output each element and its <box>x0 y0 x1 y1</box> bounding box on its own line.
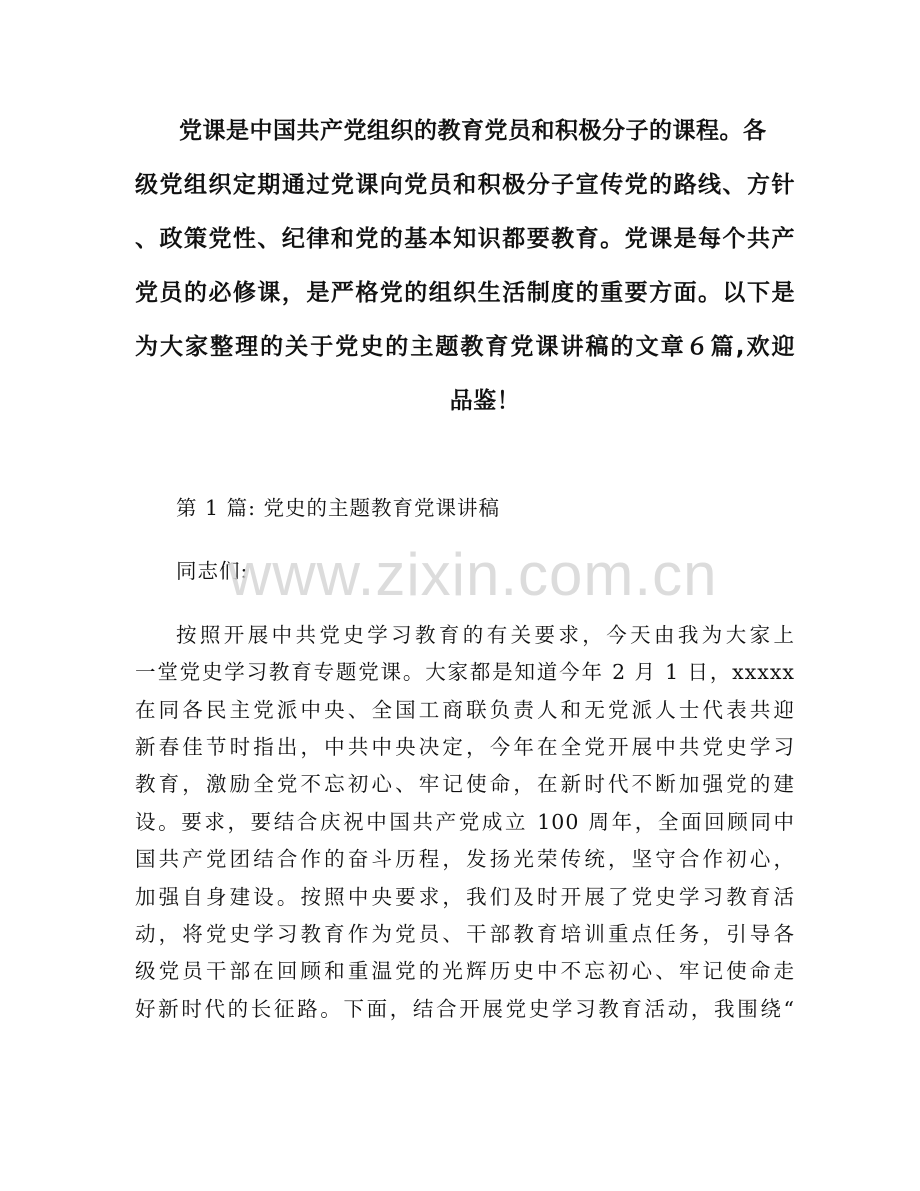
intro-line: 党员的必修课，是严格党的组织生活制度的重要方面。以下是 <box>135 280 795 306</box>
paragraph-line: 教育，激励全党不忘初心、牢记使命，在新时代不断加强党的建 <box>135 772 795 797</box>
intro-line: 、政策党性、纪律和党的基本知识都要教育。党课是每个共产 <box>135 226 795 252</box>
paragraph-line: 级党员干部在回顾和重温党的光辉历史中不忘初心、牢记使命走 <box>135 959 795 984</box>
spacer <box>135 527 795 553</box>
paragraph-line: 动，将党史学习教育作为党员、干部教育培训重点任务，引导各 <box>135 921 795 946</box>
paragraph-line: 国共产党团结合作的奋斗历程，发扬光荣传统，坚守合作初心， <box>135 847 795 872</box>
paragraph-line: 加强自身建设。按照中央要求，我们及时开展了党史学习教育活 <box>135 884 795 909</box>
paragraph-line: 一堂党史学习教育专题党课。大家都是知道今年 2 月 1 日，xxxxx <box>135 660 795 685</box>
paragraph-line: 设。要求，要结合庆祝中国共产党成立 100 周年，全面回顾同中 <box>135 809 795 834</box>
watermark: www.zixin.com.cn <box>228 541 718 608</box>
article-heading: 第 1 篇: 党史的主题教育党课讲稿 <box>176 496 500 520</box>
paragraph-line: 按照开展中共党史学习教育的有关要求，今天由我为大家上 <box>176 622 795 647</box>
intro-line: 为大家整理的关于党史的主题教育党课讲稿的文章６篇,欢迎 <box>135 334 795 360</box>
spacer <box>135 591 795 617</box>
paragraph-line: 好新时代的长征路。下面，结合开展党史学习教育活动，我围绕“ <box>135 996 795 1021</box>
paragraph-line: 新春佳节时指出，中共中央决定，今年在全党开展中共党史学习 <box>135 734 795 759</box>
article-body <box>135 490 795 1028</box>
intro-line: 党课是中国共产党组织的教育党员和积极分子的课程。各 <box>179 118 767 144</box>
intro-line: 级党组织定期通过党课向党员和积极分子宣传党的路线、方针 <box>135 172 795 198</box>
intro-line: 品鉴！ <box>449 388 521 414</box>
salutation: 同志们: <box>176 559 249 584</box>
intro-summary <box>135 108 795 432</box>
paragraph-line: 在同各民主党派中央、全国工商联负责人和无党派人士代表共迎 <box>135 697 795 722</box>
